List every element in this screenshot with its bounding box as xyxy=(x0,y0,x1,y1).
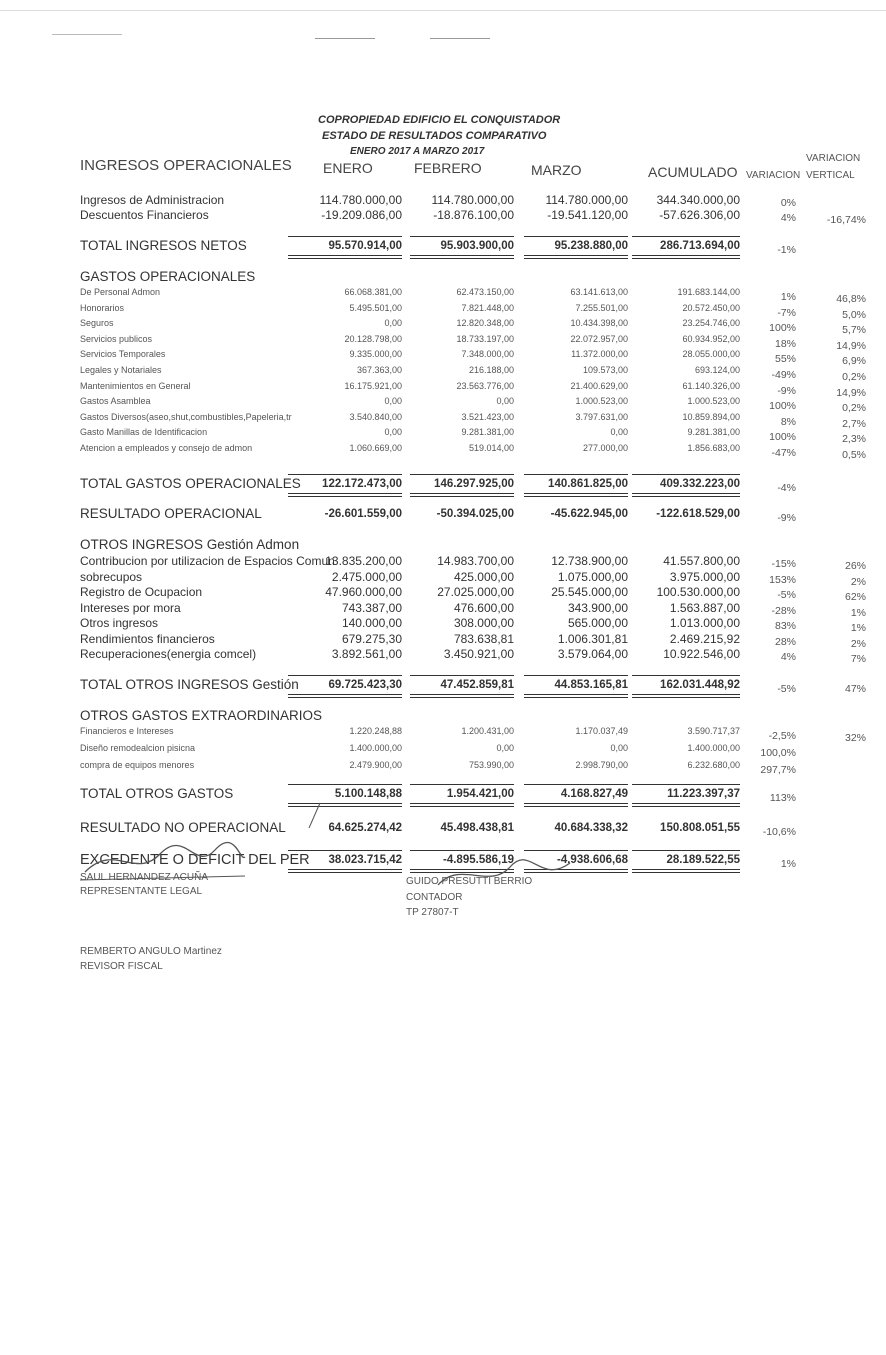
otros-row-vertical: 7% xyxy=(850,653,866,665)
total-extra-top-rule xyxy=(524,784,628,785)
total-otros-top-rule xyxy=(524,675,628,676)
gastos-row-vertical: 0,5% xyxy=(842,449,866,461)
otros-row-marzo: 343.900,00 xyxy=(567,600,628,615)
gastos-row-variacion: -9% xyxy=(777,384,796,397)
gastos-row-marzo: 22.072.957,00 xyxy=(570,333,628,344)
ingresos-row-enero: 114.780.000,00 xyxy=(319,193,402,207)
resultado-no-operacional-acumulado: 150.808.051,55 xyxy=(660,822,740,834)
gastos-row-marzo: 10.434.398,00 xyxy=(570,318,628,329)
otros-row-enero: 47.960.000,00 xyxy=(325,585,402,599)
otros-row-marzo: 3.579.064,00 xyxy=(557,647,628,661)
excedente-enero: 38.023.715,42 xyxy=(328,854,402,866)
otros-row-enero: 140.000,00 xyxy=(341,616,402,630)
resultado-no-operacional-enero: 64.625.274,42 xyxy=(328,822,402,834)
total-ingresos-bottom-rule2 xyxy=(288,258,402,259)
total-extra-bottom-rule xyxy=(524,803,628,804)
total-gastos-bottom-rule xyxy=(410,493,514,494)
total-gastos-bottom-rule xyxy=(524,493,628,494)
gastos-row-variacion: -47% xyxy=(771,447,796,459)
resultado-operacional-enero: -26.601.559,00 xyxy=(324,508,402,520)
total-otros-bottom-rule2 xyxy=(410,697,514,698)
gastos-row-label: Seguros xyxy=(80,318,114,329)
gastos-row-marzo: 63.141.613,00 xyxy=(570,287,628,297)
total-otros-top-rule xyxy=(632,675,740,676)
scan-mark xyxy=(430,38,490,39)
excedente-top-rule xyxy=(632,850,740,851)
total-extra-bottom-rule2 xyxy=(524,806,628,807)
col-variacion: VARIACION xyxy=(746,170,801,181)
total-otros-bottom-rule xyxy=(632,694,740,695)
gastos-row-variacion: 100% xyxy=(769,322,796,335)
total-otros-enero: 69.725.423,30 xyxy=(328,679,402,691)
report-title: ESTADO DE RESULTADOS COMPARATIVO xyxy=(322,130,547,142)
otros-row-variacion: -15% xyxy=(771,558,796,570)
total-extra-top-rule xyxy=(410,784,514,785)
total-gastos-label: TOTAL GASTOS OPERACIONALES xyxy=(80,476,301,491)
excedente-marzo: -4.938.606,68 xyxy=(557,854,628,866)
otros-row-febrero: 425.000,00 xyxy=(453,569,514,584)
excedente-top-rule xyxy=(410,850,514,851)
gastos-row-vertical: 14,9% xyxy=(836,386,866,399)
otros-row-label: Recuperaciones(energia comcel) xyxy=(80,647,257,661)
total-ingresos-bottom-rule2 xyxy=(632,258,740,259)
gastos-row-enero: 367.363,00 xyxy=(356,365,402,375)
excedente-acumulado: 28.189.522,55 xyxy=(666,854,740,866)
total-gastos-bottom-rule2 xyxy=(524,496,628,497)
signer-contador-role: CONTADOR xyxy=(406,892,463,903)
gastos-row-acumulado: 28.055.000,00 xyxy=(682,349,740,360)
gastos-row-febrero: 519.014,00 xyxy=(468,443,514,453)
total-otros-bottom-rule2 xyxy=(632,697,740,698)
gastos-row-vertical: 0,2% xyxy=(842,371,866,383)
extra-row-variacion: 297,7% xyxy=(760,764,796,776)
extra-row-marzo: 0,00 xyxy=(610,743,628,753)
resultado-no-operacional-febrero: 45.498.438,81 xyxy=(440,822,514,834)
signer-contador-name: GUIDO PRESUTTI BERRIO xyxy=(406,876,533,887)
otros-row-label: Rendimientos financieros xyxy=(80,631,215,646)
gastos-row-acumulado: 10.859.894,00 xyxy=(682,411,740,422)
gastos-row-enero: 5.495.501,00 xyxy=(349,302,402,313)
gastos-row-acumulado: 60.934.952,00 xyxy=(682,333,740,344)
extra-row-febrero: 1.200.431,00 xyxy=(461,726,514,736)
total-gastos-top-rule xyxy=(524,474,628,475)
total-gastos-enero: 122.172.473,00 xyxy=(322,478,402,490)
resultado-no-operacional-label: RESULTADO NO OPERACIONAL xyxy=(80,820,286,835)
gastos-row-febrero: 216.188,00 xyxy=(468,365,514,375)
total-otros-febrero: 47.452.859,81 xyxy=(440,679,514,691)
otros-row-label: Contribucion por utilizacion de Espacios Comun xyxy=(80,554,335,568)
total-extra-marzo: 4.168.827,49 xyxy=(560,788,628,800)
gastos-row-acumulado: 61.140.326,00 xyxy=(682,380,740,391)
total-extra-top-rule xyxy=(632,784,740,785)
total-otros-bottom-rule xyxy=(410,694,514,695)
total-otros-top-rule xyxy=(288,675,402,676)
gastos-row-label: Gastos Asamblea xyxy=(80,396,151,407)
total-gastos-bottom-rule2 xyxy=(632,496,740,497)
otros-row-enero: 13.835.200,00 xyxy=(325,554,402,568)
otros-row-acumulado: 1.563.887,00 xyxy=(669,600,740,615)
gastos-row-marzo: 3.797.631,00 xyxy=(575,411,628,422)
total-ingresos-bottom-rule xyxy=(288,255,402,256)
total-gastos-variacion: -4% xyxy=(777,482,796,494)
total-extra-bottom-rule xyxy=(632,803,740,804)
gastos-row-acumulado: 693.124,00 xyxy=(694,365,740,375)
excedente-bottom-rule xyxy=(288,869,402,870)
otros-row-enero: 743.387,00 xyxy=(341,600,402,615)
otros-row-febrero: 476.600,00 xyxy=(453,600,514,615)
otros-row-febrero: 308.000,00 xyxy=(453,616,514,630)
otros-row-enero: 3.892.561,00 xyxy=(331,647,402,661)
excedente-top-rule xyxy=(288,850,402,851)
total-extra-variacion: 113% xyxy=(769,792,796,804)
total-gastos-top-rule xyxy=(632,474,740,475)
extra-row-variacion: 100,0% xyxy=(760,747,796,759)
total-gastos-bottom-rule xyxy=(288,493,402,494)
resultado-operacional-acumulado: -122.618.529,00 xyxy=(656,508,740,520)
gastos-row-variacion: 18% xyxy=(774,337,796,350)
otros-row-vertical: 2% xyxy=(850,575,866,588)
signer-legal-role: REPRESENTANTE LEGAL xyxy=(80,886,203,897)
report-period: ENERO 2017 A MARZO 2017 xyxy=(350,146,485,157)
gastos-row-vertical: 2,7% xyxy=(842,417,866,430)
gastos-row-acumulado: 9.281.381,00 xyxy=(687,427,740,438)
otros-row-acumulado: 1.013.000,00 xyxy=(669,616,740,630)
total-gastos-febrero: 146.297.925,00 xyxy=(434,478,514,490)
gastos-row-label: Mantenimientos en General xyxy=(80,380,191,391)
gastos-row-febrero: 62.473.150,00 xyxy=(456,287,514,297)
gastos-row-enero: 1.060.669,00 xyxy=(349,443,402,453)
otros-row-febrero: 3.450.921,00 xyxy=(443,647,514,661)
gastos-row-febrero: 7.348.000,00 xyxy=(461,349,514,360)
gastos-row-marzo: 21.400.629,00 xyxy=(570,380,628,391)
signer-contador-tp: TP 27807-T xyxy=(406,907,459,918)
excedente-febrero: -4.895.586,19 xyxy=(443,854,514,866)
ingresos-row-variacion: 0% xyxy=(780,197,796,209)
extra-row-vertical: 32% xyxy=(844,732,866,744)
extra-row-enero: 1.400.000,00 xyxy=(349,743,402,753)
ingresos-row-variacion: 4% xyxy=(780,212,796,224)
ingresos-row-label: Ingresos de Administracion xyxy=(80,193,225,207)
extra-row-marzo: 1.170.037,49 xyxy=(575,726,628,736)
otros-row-marzo: 1.006.301,81 xyxy=(557,631,628,646)
total-extra-bottom-rule2 xyxy=(410,806,514,807)
gastos-row-febrero: 7.821.448,00 xyxy=(461,302,514,313)
extra-row-febrero: 0,00 xyxy=(496,743,514,753)
company-name: COPROPIEDAD EDIFICIO EL CONQUISTADOR xyxy=(318,114,561,126)
gastos-row-febrero: 12.820.348,00 xyxy=(456,318,514,329)
otros-row-febrero: 27.025.000,00 xyxy=(437,585,514,599)
col-marzo: MARZO xyxy=(531,162,582,178)
gastos-row-enero: 20.128.798,00 xyxy=(344,333,402,344)
otros-row-acumulado: 10.922.546,00 xyxy=(663,647,740,661)
gastos-row-variacion: 55% xyxy=(774,353,796,366)
ingresos-row-febrero: -18.876.100,00 xyxy=(433,208,514,222)
gastos-row-vertical: 6,9% xyxy=(842,355,866,368)
gastos-row-febrero: 23.563.776,00 xyxy=(456,380,514,391)
gastos-row-acumulado: 23.254.746,00 xyxy=(682,318,740,329)
otros-row-vertical: 62% xyxy=(844,591,866,603)
ingresos-row-acumulado: 344.340.000,00 xyxy=(656,193,740,207)
total-ingresos-acumulado: 286.713.694,00 xyxy=(660,240,740,252)
extra-row-marzo: 2.998.790,00 xyxy=(575,760,628,770)
otros-row-label: Intereses por mora xyxy=(80,600,181,615)
gastos-row-enero: 0,00 xyxy=(384,427,402,438)
otros-row-marzo: 25.545.000,00 xyxy=(551,585,628,599)
total-gastos-bottom-rule2 xyxy=(288,496,402,497)
signer-revisor-role: REVISOR FISCAL xyxy=(80,961,163,972)
otros-row-variacion: 4% xyxy=(780,651,796,663)
gastos-row-variacion: 100% xyxy=(769,431,796,444)
otros-row-marzo: 1.075.000,00 xyxy=(557,569,628,584)
otros-row-vertical: 26% xyxy=(844,560,866,572)
otros-row-febrero: 14.983.700,00 xyxy=(437,554,514,568)
otros-row-acumulado: 3.975.000,00 xyxy=(669,569,740,584)
gastos-row-label: Atencion a empleados y consejo de admon xyxy=(80,443,253,453)
extra-row-enero: 1.220.248,88 xyxy=(349,726,402,736)
total-ingresos-top-rule xyxy=(410,236,514,237)
gastos-row-variacion: -7% xyxy=(777,306,796,319)
signature-contador-scribble xyxy=(430,855,580,895)
total-ingresos-variacion: -1% xyxy=(777,244,796,256)
gastos-row-enero: 16.175.921,00 xyxy=(344,380,402,391)
otros-row-vertical: 1% xyxy=(850,606,866,619)
col-enero: ENERO xyxy=(323,160,373,176)
signer-revisor-name: REMBERTO ANGULO Martinez xyxy=(80,946,222,957)
total-ingresos-enero: 95.570.914,00 xyxy=(328,240,402,252)
ingresos-row-febrero: 114.780.000,00 xyxy=(431,193,514,207)
section-title-gastos: GASTOS OPERACIONALES xyxy=(80,269,256,284)
otros-row-label: Registro de Ocupacion xyxy=(80,585,203,599)
extra-row-acumulado: 3.590.717,37 xyxy=(687,726,740,736)
otros-row-enero: 2.475.000,00 xyxy=(331,569,402,584)
gastos-row-variacion: -49% xyxy=(771,369,796,381)
otros-row-febrero: 783.638,81 xyxy=(453,631,514,646)
gastos-row-enero: 0,00 xyxy=(384,396,402,407)
gastos-row-acumulado: 1.856.683,00 xyxy=(687,443,740,453)
gastos-row-vertical: 5,7% xyxy=(842,324,866,337)
total-gastos-top-rule xyxy=(288,474,402,475)
otros-row-vertical: 2% xyxy=(850,637,866,650)
total-gastos-marzo: 140.861.825,00 xyxy=(548,478,628,490)
gastos-row-acumulado: 20.572.450,00 xyxy=(682,302,740,313)
gastos-row-marzo: 0,00 xyxy=(610,427,628,438)
gastos-row-variacion: 100% xyxy=(769,400,796,413)
total-ingresos-top-rule xyxy=(288,236,402,237)
ingresos-row-label: Descuentos Financieros xyxy=(80,208,209,222)
excedente-bottom-rule xyxy=(632,869,740,870)
gastos-row-vertical: 2,3% xyxy=(842,433,866,446)
col-febrero: FEBRERO xyxy=(414,160,482,176)
otros-row-variacion: 153% xyxy=(769,573,796,586)
total-gastos-top-rule xyxy=(410,474,514,475)
total-ingresos-bottom-rule xyxy=(524,255,628,256)
section-title-otros: OTROS INGRESOS Gestión Admon xyxy=(80,537,300,552)
otros-row-enero: 679.275,30 xyxy=(341,631,402,646)
total-gastos-bottom-rule xyxy=(632,493,740,494)
otros-row-vertical: 1% xyxy=(850,622,866,634)
total-extra-acumulado: 11.223.397,37 xyxy=(667,788,740,800)
total-extra-bottom-rule2 xyxy=(632,806,740,807)
gastos-row-enero: 9.335.000,00 xyxy=(349,349,402,360)
total-ingresos-bottom-rule xyxy=(632,255,740,256)
total-extra-top-rule xyxy=(288,784,402,785)
total-otros-bottom-rule xyxy=(524,694,628,695)
otros-row-label: Otros ingresos xyxy=(80,616,159,630)
gastos-row-vertical: 5,0% xyxy=(842,308,866,321)
extra-row-label: Diseño remodealcion pisicna xyxy=(80,743,196,753)
gastos-row-vertical: 14,9% xyxy=(836,339,866,352)
otros-row-acumulado: 2.469.215,92 xyxy=(669,631,740,646)
col-acumulado: ACUMULADO xyxy=(648,164,738,180)
gastos-row-label: Gasto Manillas de Identificacion xyxy=(80,427,208,438)
excedente-label: EXCEDENTE O DEFICIT DEL PER xyxy=(80,852,310,868)
gastos-row-febrero: 0,00 xyxy=(496,396,514,407)
pen-mark xyxy=(305,800,325,830)
excedente-bottom-rule2 xyxy=(288,872,402,873)
total-gastos-acumulado: 409.332.223,00 xyxy=(660,478,740,490)
gastos-row-variacion: 8% xyxy=(780,415,796,428)
ingresos-row-vertical: -16,74% xyxy=(826,214,866,226)
total-ingresos-febrero: 95.903.900,00 xyxy=(440,240,514,252)
extra-row-label: Financieros e Intereses xyxy=(80,726,174,736)
otros-row-marzo: 12.738.900,00 xyxy=(551,554,628,568)
total-ingresos-top-rule xyxy=(632,236,740,237)
extra-row-variacion: -2,5% xyxy=(768,730,796,742)
total-ingresos-label: TOTAL INGRESOS NETOS xyxy=(80,238,247,253)
otros-row-variacion: 83% xyxy=(774,620,796,632)
ingresos-row-enero: -19.209.086,00 xyxy=(321,208,402,222)
total-otros-acumulado: 162.031.448,92 xyxy=(660,679,740,691)
gastos-row-enero: 3.540.840,00 xyxy=(349,411,402,422)
total-otros-bottom-rule2 xyxy=(288,697,402,698)
total-extra-enero: 5.100.148,88 xyxy=(334,788,402,800)
gastos-row-marzo: 11.372.000,00 xyxy=(571,349,628,360)
total-gastos-bottom-rule2 xyxy=(410,496,514,497)
gastos-row-febrero: 3.521.423,00 xyxy=(461,411,514,422)
gastos-row-febrero: 9.281.381,00 xyxy=(461,427,514,438)
scan-mark xyxy=(315,38,375,39)
total-otros-top-rule xyxy=(410,675,514,676)
total-ingresos-bottom-rule2 xyxy=(524,258,628,259)
total-otros-variacion: -5% xyxy=(777,683,796,695)
gastos-row-marzo: 109.573,00 xyxy=(582,365,628,375)
extra-row-label: compra de equipos menores xyxy=(80,760,195,770)
gastos-row-label: Honorarios xyxy=(80,302,125,313)
total-extra-label: TOTAL OTROS GASTOS xyxy=(80,786,234,801)
scan-mark xyxy=(52,34,122,35)
ingresos-row-marzo: -19.541.120,00 xyxy=(547,208,628,222)
extra-row-acumulado: 1.400.000,00 xyxy=(687,743,740,753)
total-extra-febrero: 1.954.421,00 xyxy=(446,788,514,800)
gastos-row-vertical: 0,2% xyxy=(842,402,866,415)
section-title-ingresos: INGRESOS OPERACIONALES xyxy=(80,157,292,174)
resultado-operacional-variacion: -9% xyxy=(777,512,796,524)
resultado-operacional-marzo: -45.622.945,00 xyxy=(550,508,628,520)
extra-row-enero: 2.479.900,00 xyxy=(349,760,402,770)
gastos-row-variacion: 1% xyxy=(780,291,796,303)
gastos-row-label: De Personal Admon xyxy=(80,287,161,297)
gastos-row-label: Servicios Temporales xyxy=(80,349,166,360)
gastos-row-label: Gastos Diversos(aseo,shut,combustibles,Papeleria,tr xyxy=(80,411,292,422)
signer-legal-name: SAUL HERNANDEZ ACUÑA xyxy=(80,872,208,883)
extra-row-febrero: 753.990,00 xyxy=(468,760,514,770)
otros-row-label: sobrecupos xyxy=(80,569,143,584)
excedente-top-rule xyxy=(524,850,628,851)
excedente-bottom-rule2 xyxy=(632,872,740,873)
excedente-variacion: 1% xyxy=(780,858,796,870)
ingresos-row-marzo: 114.780.000,00 xyxy=(545,193,628,207)
gastos-row-enero: 66.068.381,00 xyxy=(344,287,402,297)
total-otros-bottom-rule2 xyxy=(524,697,628,698)
otros-row-acumulado: 100.530.000,00 xyxy=(656,585,740,599)
total-ingresos-bottom-rule xyxy=(410,255,514,256)
otros-row-acumulado: 41.557.800,00 xyxy=(663,554,740,568)
total-otros-label: TOTAL OTROS INGRESOS Gestión xyxy=(80,677,299,692)
otros-row-variacion: 28% xyxy=(774,635,796,648)
otros-row-variacion: -28% xyxy=(771,604,796,617)
extra-row-acumulado: 6.232.680,00 xyxy=(687,760,740,770)
scan-edge-line xyxy=(0,10,886,11)
gastos-row-marzo: 1.000.523,00 xyxy=(575,396,628,407)
col-vertical: VERTICAL xyxy=(806,170,855,181)
total-otros-marzo: 44.853.165,81 xyxy=(554,679,628,691)
gastos-row-marzo: 7.255.501,00 xyxy=(575,302,628,313)
ingresos-row-acumulado: -57.626.306,00 xyxy=(659,208,740,222)
total-otros-vertical: 47% xyxy=(844,683,866,695)
gastos-row-febrero: 18.733.197,00 xyxy=(456,333,514,344)
gastos-row-enero: 0,00 xyxy=(384,318,402,329)
otros-row-marzo: 565.000,00 xyxy=(567,616,628,630)
otros-row-variacion: -5% xyxy=(777,589,796,601)
total-ingresos-top-rule xyxy=(524,236,628,237)
gastos-row-marzo: 277.000,00 xyxy=(582,443,628,453)
resultado-no-operacional-marzo: 40.684.338,32 xyxy=(554,822,628,834)
total-otros-bottom-rule xyxy=(288,694,402,695)
gastos-row-label: Servicios publicos xyxy=(80,333,153,344)
gastos-row-acumulado: 1.000.523,00 xyxy=(687,396,740,407)
resultado-operacional-label: RESULTADO OPERACIONAL xyxy=(80,506,262,521)
section-title-extra: OTROS GASTOS EXTRAORDINARIOS xyxy=(80,708,323,723)
total-ingresos-bottom-rule2 xyxy=(410,258,514,259)
gastos-row-vertical: 46,8% xyxy=(836,293,866,305)
total-ingresos-marzo: 95.238.880,00 xyxy=(554,240,628,252)
resultado-operacional-febrero: -50.394.025,00 xyxy=(436,508,514,520)
resultado-no-operacional-variacion: -10,6% xyxy=(762,826,796,838)
gastos-row-label: Legales y Notariales xyxy=(80,365,162,375)
total-extra-bottom-rule xyxy=(410,803,514,804)
col-variacion-top: VARIACION xyxy=(806,153,861,164)
gastos-row-acumulado: 191.683.144,00 xyxy=(677,287,740,297)
